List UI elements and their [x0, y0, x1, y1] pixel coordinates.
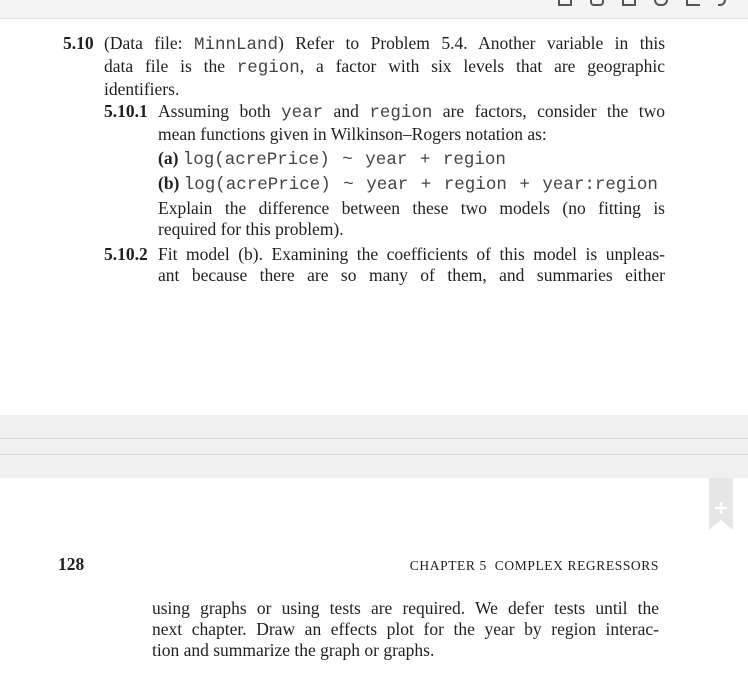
model-b-label: (b): [158, 173, 180, 193]
model-b: [158, 173, 668, 196]
problem-text: [104, 33, 665, 100]
separator-line: [0, 438, 748, 439]
subproblem-1-line-2: mean functions given in Wilkinson–Rogers notation as:: [158, 124, 547, 144]
bookmark-icon[interactable]: [709, 478, 733, 530]
print-icon[interactable]: [590, 0, 604, 6]
continuation-line-3: tion and summarize the graph or graphs.: [152, 640, 435, 660]
continuation-line-1: using graphs or using tests are required. We defer tests until the: [152, 598, 659, 618]
copy-icon[interactable]: [622, 0, 636, 6]
explain-line-2: required for this problem).: [158, 219, 344, 239]
model-a-formula: log(acrePrice) ~ year + region: [182, 150, 506, 170]
region-variable: region: [369, 103, 433, 123]
year-variable: year: [281, 103, 324, 123]
running-head: CHAPTER 5 COMPLEX REGRESSORS: [409, 558, 659, 573]
viewer-toolbar: [0, 0, 748, 19]
subproblem-number-1: 5.10.1: [104, 101, 148, 121]
document-page-2: [0, 478, 748, 674]
add-icon[interactable]: [686, 0, 700, 6]
settings-icon[interactable]: [654, 0, 668, 6]
separator-line: [0, 454, 748, 455]
subproblem-2-line-2: ant because there are so many of them, and summaries either: [158, 265, 665, 285]
dataset-name: MinnLand: [193, 35, 278, 55]
refresh-icon[interactable]: [718, 0, 726, 6]
region-variable: region: [236, 58, 300, 78]
document-page-1: [0, 19, 748, 415]
subproblem-1-text: [158, 101, 665, 145]
subproblem-2-line-1: Fit model (b). Examining the coefficients of this model is unpleas-: [158, 244, 665, 264]
page-number: 128: [58, 554, 85, 574]
continuation-text: [152, 598, 659, 661]
problem-line-2: data file is the region, a factor with six levels that are geographic: [104, 56, 665, 78]
model-a-label: (a): [158, 148, 179, 168]
subproblem-number-2: 5.10.2: [104, 244, 148, 264]
problem-line-1: (Data file: MinnLand) Refer to Problem 5.4. Another variable in this: [104, 33, 665, 55]
model-b-formula: log(acrePrice) ~ year + region + year:region: [183, 175, 658, 195]
continuation-line-2: next chapter. Draw an effects plot for the year by region interac-: [152, 619, 659, 639]
problem-line-3: identifiers.: [104, 79, 180, 99]
model-a: [158, 148, 668, 171]
subproblem-2-text: [158, 244, 665, 286]
explain-text: [158, 198, 665, 240]
page-separator: [0, 415, 748, 478]
subproblem-1-line-1: Assuming both year and region are factors, consider the two: [158, 101, 665, 123]
explain-line-1: Explain the difference between these two models (no fitting is: [158, 198, 665, 218]
problem-number: 5.10: [63, 33, 94, 53]
save-icon[interactable]: [558, 0, 572, 6]
